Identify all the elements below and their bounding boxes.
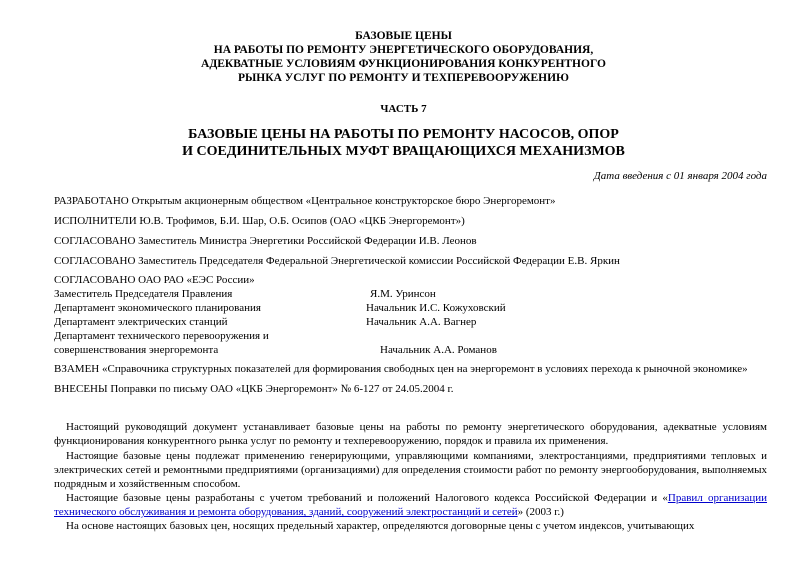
executors: ИСПОЛНИТЕЛИ Ю.В. Трофимов, Б.И. Шар, О.Б. Осипов (ОАО «ЦКБ Энергоремонт») bbox=[54, 215, 465, 227]
signatory-row bbox=[54, 343, 218, 357]
paragraph-1: Настоящий руководящий документ устанавливает базовые цены на работы по ремонту энергетического оборудования, адекватные условиям функционирования конкурентного рынка услуг по ремонту и техперевооружению, порядок и правила их применения. bbox=[54, 421, 767, 448]
paragraph-3 bbox=[54, 491, 767, 519]
paragraph-3-text: Настоящие базовые цены разработаны с учетом требований и положений Налогового кодекса Российской Федерации и « bbox=[66, 492, 668, 504]
signatory-name: Начальник А.А. Вагнер bbox=[366, 316, 477, 328]
signatory-position: Заместитель Председателя Правления bbox=[54, 288, 233, 300]
signatory-row bbox=[54, 287, 232, 301]
rules-link[interactable]: Правил организации технического обслуживания и ремонта оборудования, зданий, сооружений электростанций и сетей bbox=[54, 492, 768, 519]
agreed-ministry: СОГЛАСОВАНО Заместитель Министра Энергетики Российской Федерации И.В. Леонов bbox=[54, 235, 477, 247]
document-title bbox=[0, 29, 807, 85]
developed-by: РАЗРАБОТАНО Открытым акционерным обществом «Центральное конструкторское бюро Энергоремонт» bbox=[54, 195, 556, 207]
replaces: ВЗАМЕН «Справочника структурных показателей для формирования свободных цен на энергоремонт в условиях перехода к рыночной экономике» bbox=[54, 363, 748, 375]
title-line-2: НА РАБОТЫ ПО РЕМОНТУ ЭНЕРГЕТИЧЕСКОГО ОБОРУДОВАНИЯ, bbox=[213, 44, 594, 56]
paragraph-4: На основе настоящих базовых цен, носящих предельный характер, определяются договорные цены с учетом индексов, учитывающих bbox=[66, 520, 695, 532]
signatory-row bbox=[54, 301, 261, 315]
paragraph-2: Настоящие базовые цены подлежат применению генерирующими, управляющими компаниями, электростанциями, предприятиями тепловых и электрических сетей и ремонтными предприятиями (организациями) для определения стоимости работ по ремонту энергооборудования, выполняемых подрядным и хозяйственным способом. bbox=[54, 450, 767, 491]
signatory-row bbox=[54, 315, 227, 329]
agreed-ues: СОГЛАСОВАНО ОАО РАО «ЕЭС России» bbox=[54, 274, 255, 286]
signatory-position: Департамент электрических станций bbox=[54, 316, 228, 328]
signatory-name: Начальник И.С. Кожуховский bbox=[366, 302, 506, 314]
signatory-position: совершенствования энергоремонта bbox=[54, 344, 219, 356]
agreed-fec: СОГЛАСОВАНО Заместитель Председателя Федеральной Энергетической комиссии Российской Федерации Е.В. Яркин bbox=[54, 255, 620, 267]
signatory-row bbox=[54, 329, 269, 343]
paragraph-3-tail: » (2003 г.) bbox=[517, 506, 564, 519]
signatory-name: Я.М. Уринсон bbox=[370, 288, 436, 300]
part-number: ЧАСТЬ 7 bbox=[380, 103, 427, 115]
title-line-3: АДЕКВАТНЫЕ УСЛОВИЯМ ФУНКЦИОНИРОВАНИЯ КОНКУРЕНТНОГО bbox=[201, 58, 606, 70]
title-line-4: РЫНКА УСЛУГ ПО РЕМОНТУ И ТЕХПЕРЕВООРУЖЕНИЮ bbox=[237, 72, 570, 84]
intro-date: Дата введения с 01 января 2004 года bbox=[593, 170, 767, 182]
amendments: ВНЕСЕНЫ Поправки по письму ОАО «ЦКБ Энергоремонт» № 6-127 от 24.05.2004 г. bbox=[54, 383, 454, 395]
signatory-name: Начальник А.А. Романов bbox=[380, 344, 497, 356]
document-subtitle bbox=[0, 126, 807, 160]
subtitle-line-2: И СОЕДИНИТЕЛЬНЫХ МУФТ ВРАЩАЮЩИХСЯ МЕХАНИЗМОВ bbox=[182, 144, 625, 159]
subtitle-line-1: БАЗОВЫЕ ЦЕНЫ НА РАБОТЫ ПО РЕМОНТУ НАСОСОВ, ОПОР bbox=[188, 127, 619, 142]
signatory-position: Департамент экономического планирования bbox=[54, 302, 261, 314]
title-line-1: БАЗОВЫЕ ЦЕНЫ bbox=[355, 30, 452, 42]
signatory-position: Департамент технического перевооружения и bbox=[54, 330, 269, 342]
